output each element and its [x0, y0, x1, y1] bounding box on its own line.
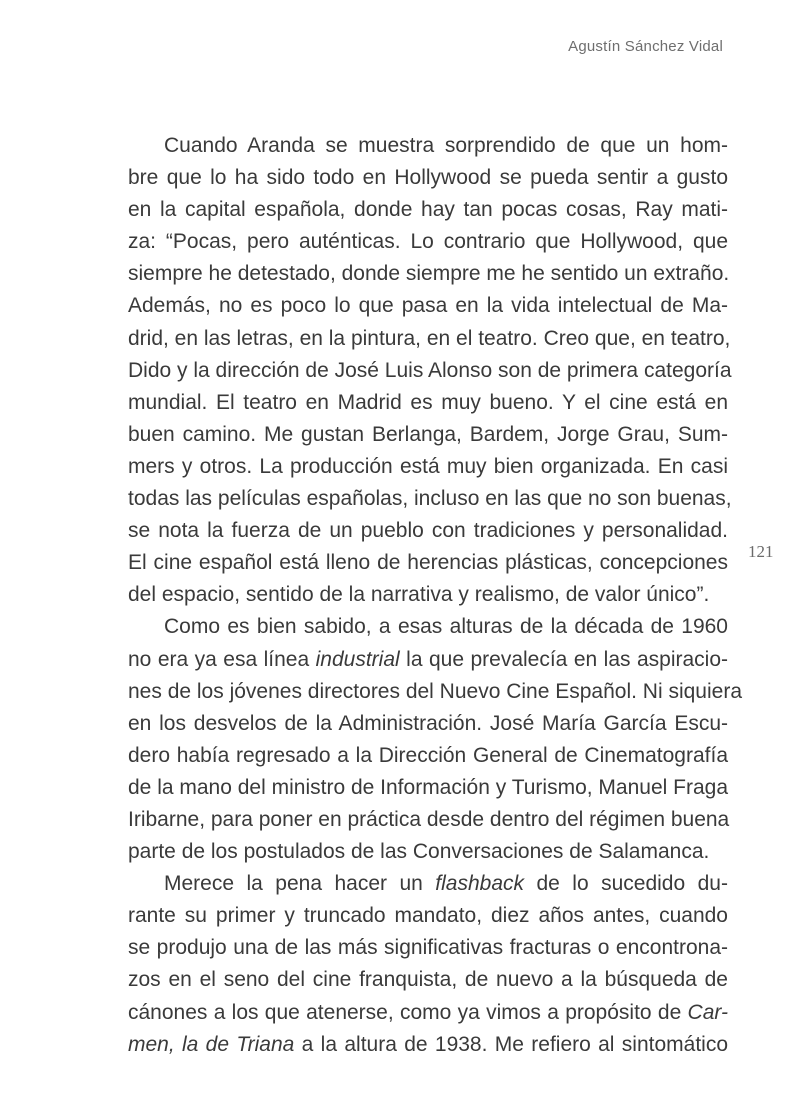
text-segment: no era ya esa línea [128, 647, 316, 671]
text-line [128, 130, 728, 162]
text-line [128, 258, 728, 290]
paragraph [128, 868, 728, 1061]
text-segment: El cine español está lleno de herencias plásticas, concepciones [128, 551, 728, 575]
text-segment: zos en el seno del cine franquista, de nuevo a la búsqueda de [128, 968, 728, 992]
text-segment: Merece la pena hacer un [164, 872, 436, 896]
text-line [128, 419, 728, 451]
text-line [128, 708, 728, 740]
text-line [128, 515, 728, 547]
text-segment: se produjo una de las más significativas fracturas o encontrona- [128, 936, 728, 960]
paragraph [128, 130, 732, 611]
text-segment: parte de los postulados de las Conversaciones de Salamanca. [128, 840, 710, 864]
text-segment: dero había regresado a la Dirección General de Cinematografía [128, 743, 728, 767]
text-segment: se nota la fuerza de un pueblo con tradiciones y personalidad. [128, 519, 728, 543]
text-segment: de lo sucedido du- [524, 872, 728, 896]
text-line [128, 740, 728, 772]
text-segment: Como es bien sabido, a esas alturas de la década de 1960 [164, 615, 728, 639]
text-segment: nes de los jóvenes directores del Nuevo Cine Español. Ni siquiera [128, 679, 743, 703]
text-line [128, 483, 732, 515]
text-segment: mundial. El teatro en Madrid es muy bueno. Y el cine está en [128, 390, 728, 414]
text-segment: siempre he detestado, donde siempre me he sentido un extraño. [128, 262, 730, 286]
running-header-author: Agustín Sánchez Vidal [568, 38, 723, 55]
text-line [128, 194, 728, 226]
text-segment: del espacio, sentido de la narrativa y realismo, de valor único”. [128, 583, 710, 607]
text-line [128, 772, 728, 804]
text-line [128, 1029, 728, 1061]
text-segment: en la capital española, donde hay tan pocas cosas, Ray mati- [128, 198, 728, 222]
text-segment: drid, en las letras, en la pintura, en el teatro. Creo que, en teatro, [128, 326, 731, 350]
page-number: 121 [748, 542, 774, 561]
italic-segment: men, la de Triana [128, 1032, 295, 1056]
body-text [128, 130, 743, 1061]
text-line [128, 451, 728, 483]
text-line [128, 355, 732, 387]
text-line [128, 804, 728, 836]
paragraph [128, 611, 743, 868]
text-line [128, 387, 728, 419]
text-line [128, 836, 728, 868]
text-segment: Cuando Aranda se muestra sorprendido de que un hom- [164, 134, 728, 157]
italic-segment: flashback [435, 872, 525, 896]
text-line [128, 290, 728, 322]
text-segment: mers y otros. La producción está muy bien organizada. En casi [128, 454, 728, 478]
text-line [128, 162, 728, 194]
text-line [128, 932, 728, 964]
text-segment: en los desvelos de la Administración. José María García Escu- [128, 711, 728, 735]
text-segment: cánones a los que atenerse, como ya vimos a propósito de [128, 1000, 688, 1024]
text-line [128, 676, 743, 708]
text-line [128, 964, 728, 996]
text-segment: za: “Pocas, pero auténticas. Lo contrario que Hollywood, que [128, 230, 728, 254]
text-line [128, 644, 728, 676]
text-segment: Iribarne, para poner en práctica desde dentro del régimen buena [128, 807, 730, 831]
text-line [128, 868, 728, 900]
text-segment: todas las películas españolas, incluso en las que no son buenas, [128, 487, 732, 511]
text-line [128, 900, 728, 932]
text-segment: rante su primer y truncado mandato, diez años antes, cuando [128, 904, 728, 928]
text-segment: la que prevalecía en las aspiracio- [399, 647, 729, 671]
text-segment: de la mano del ministro de Información y Turismo, Manuel Fraga [128, 775, 728, 799]
text-segment: a la altura de 1938. Me refiero al sintomático [294, 1032, 728, 1056]
text-segment: Dido y la dirección de José Luis Alonso son de primera categoría [128, 358, 732, 382]
text-line [128, 226, 728, 258]
text-line [128, 579, 728, 611]
text-line [128, 547, 728, 579]
text-line [128, 997, 728, 1029]
italic-segment: Car- [687, 1000, 728, 1024]
text-line [128, 611, 728, 643]
italic-segment: industrial [315, 647, 400, 671]
text-segment: bre que lo ha sido todo en Hollywood se pueda sentir a gusto [128, 166, 728, 190]
text-segment: buen camino. Me gustan Berlanga, Bardem, Jorge Grau, Sum- [128, 422, 728, 446]
text-segment: Además, no es poco lo que pasa en la vida intelectual de Ma- [128, 294, 728, 318]
text-line [128, 323, 731, 355]
